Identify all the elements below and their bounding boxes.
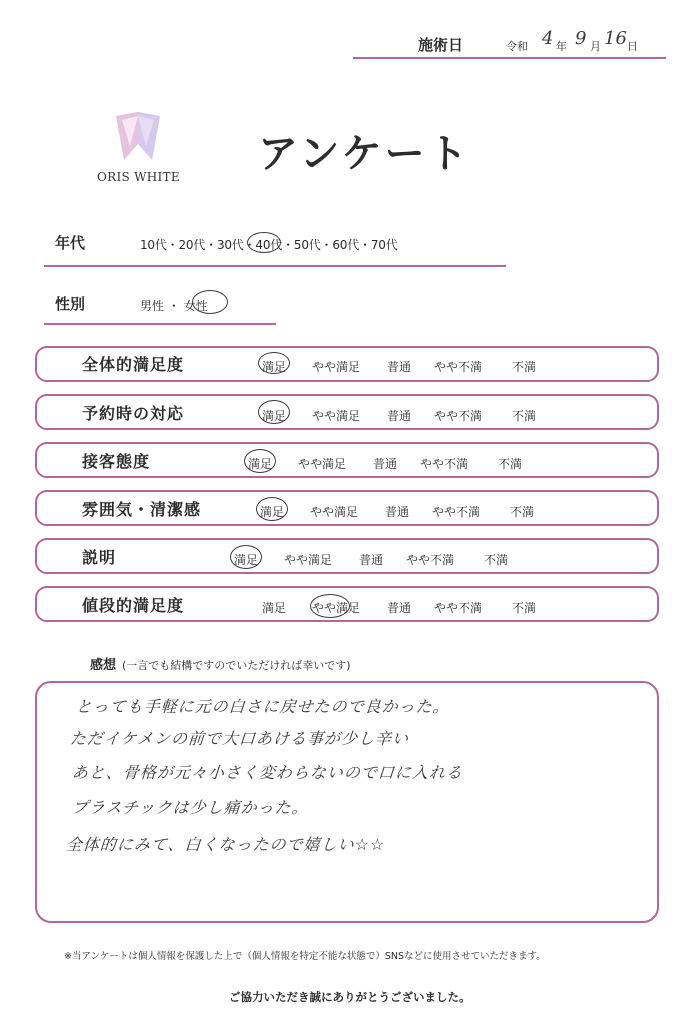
selection-circle [310,594,350,618]
date-month-unit: 月 [590,40,601,53]
date-day-unit: 日 [627,40,638,53]
privacy-note: ※当アンケートは個人情報を保護した上で（個人情報を特定不能な状態で）SNSなどに使用させていただきます。 [64,951,546,962]
rating-label: 雰囲気・清潔感 [82,500,202,519]
comment-line: プラスチックは少し痛かった。 [71,798,310,817]
date-month[interactable]: 9 [575,28,587,49]
rating-option-dissatisfied[interactable]: 不満 [512,409,537,423]
rating-option-satisfied[interactable]: 満足 [262,360,287,374]
age-options[interactable]: 10代・20代・30代・40代・50代・60代・70代 [140,238,398,252]
rating-option-somewhat-satisfied[interactable]: やや満足 [312,360,361,374]
rating-option-satisfied[interactable]: 満足 [248,457,273,471]
date-underline [353,57,666,59]
page-title: アンケート [258,131,471,177]
rating-option-satisfied[interactable]: 満足 [234,553,259,567]
date-year-unit: 年 [556,40,567,53]
comment-subtitle: (一言でも結構ですのでいただければ幸いです) [122,659,351,672]
selection-circle [258,400,290,424]
rating-option-satisfied[interactable]: 満足 [260,505,285,519]
rating-option-neutral[interactable]: 普通 [385,505,410,519]
rating-option-dissatisfied[interactable]: 不満 [512,601,537,615]
rating-option-somewhat-dissatisfied[interactable]: やや不満 [434,409,483,423]
gender-selection-circle [192,290,228,314]
rating-option-somewhat-satisfied[interactable]: やや満足 [312,601,361,615]
rating-option-neutral[interactable]: 普通 [359,553,384,567]
rating-option-somewhat-dissatisfied[interactable]: やや不満 [434,601,483,615]
date-year[interactable]: 4 [542,28,554,49]
logo-text: ORIS WHITE [97,170,180,184]
age-label: 年代 [55,234,86,252]
selection-circle [230,545,262,569]
gender-options[interactable]: 男性 ・ 女性 [140,299,208,313]
rating-option-satisfied[interactable]: 満足 [262,409,287,423]
comment-title: 感想 [90,658,117,673]
rating-option-dissatisfied[interactable]: 不満 [498,457,523,471]
date-era: 令和 [506,40,528,53]
rating-option-dissatisfied[interactable]: 不満 [512,360,537,374]
selection-circle [258,352,290,374]
rating-label: 値段的満足度 [82,596,185,615]
selection-circle [244,449,276,473]
selection-circle [256,497,288,521]
rating-option-satisfied[interactable]: 満足 [262,601,287,615]
comment-line: ただイケメンの前で大口あける事が少し辛い [69,729,410,748]
thank-you-text: ご協力いただき誠にありがとうございました。 [229,990,471,1004]
rating-label: 全体的満足度 [82,355,185,374]
rating-option-neutral[interactable]: 普通 [387,601,412,615]
rating-row-explanation [35,538,659,574]
rating-label: 説明 [82,548,117,567]
rating-option-somewhat-satisfied[interactable]: やや満足 [298,457,347,471]
rating-option-somewhat-dissatisfied[interactable]: やや不満 [420,457,469,471]
rating-option-neutral[interactable]: 普通 [373,457,398,471]
rating-option-dissatisfied[interactable]: 不満 [484,553,509,567]
rating-option-somewhat-satisfied[interactable]: やや満足 [312,409,361,423]
rating-option-somewhat-dissatisfied[interactable]: やや不満 [434,360,483,374]
rating-option-somewhat-satisfied[interactable]: やや満足 [284,553,333,567]
gender-label: 性別 [55,295,86,313]
rating-option-neutral[interactable]: 普通 [387,360,412,374]
age-underline [44,265,506,267]
rating-option-somewhat-dissatisfied[interactable]: やや不満 [406,553,455,567]
rating-label: 接客態度 [82,452,151,471]
comment-line: とっても手軽に元の白さに戻せたので良かった。 [75,697,451,716]
comment-line: あと、骨格が元々小さく変わらないので口に入れる [71,763,464,782]
rating-option-dissatisfied[interactable]: 不満 [510,505,535,519]
treatment-date-label: 施術日 [418,36,464,54]
rating-label: 予約時の対応 [82,404,185,423]
rating-option-neutral[interactable]: 普通 [387,409,412,423]
comment-line: 全体的にみて、白くなったので嬉しい☆☆ [65,835,386,854]
date-day[interactable]: 16 [604,28,627,49]
rating-option-somewhat-satisfied[interactable]: やや満足 [310,505,359,519]
tooth-logo-icon [108,110,168,168]
gender-underline [44,323,276,325]
rating-option-somewhat-dissatisfied[interactable]: やや不満 [432,505,481,519]
age-selection-circle [247,232,281,253]
